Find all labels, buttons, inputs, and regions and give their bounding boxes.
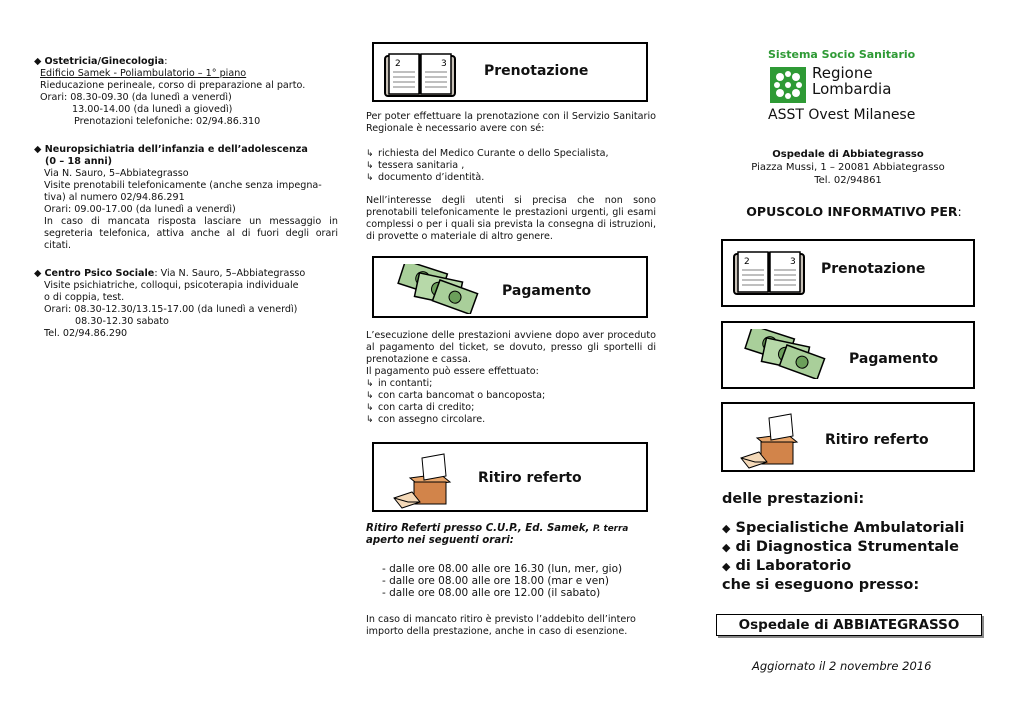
logo-region1: Regione	[812, 64, 873, 82]
neuro-line4: In caso di mancata risposta lasciare un messaggio in segreteria telefonica, attiva anche al di fuori degli orari citati.	[44, 216, 338, 251]
diary-icon	[733, 250, 807, 296]
ritiro-title: Ritiro referto	[478, 470, 582, 486]
ritiro-note: In caso di mancato ritiro è previsto l’addebito dell’intero importo della prestazione, anche in caso di esenzione.	[366, 614, 636, 637]
ritiro-heading-main: Ritiro Referti presso C.U.P., Ed. Samek,	[366, 523, 590, 534]
cover-prenotazione-label: Prenotazione	[821, 261, 926, 277]
prenotazione-item: richiesta del Medico Curante o dello Specialista,	[378, 148, 609, 159]
money-icon	[739, 329, 827, 379]
prenotazione-intro: Per poter effettuare la prenotazione con il Servizio Sanitario Regionale è necessario avere con sé:	[366, 111, 656, 134]
asst-logo	[768, 48, 948, 123]
pagamento-header	[372, 256, 648, 318]
hospital-address: Piazza Mussi, 1 – 20081 Abbiategrasso	[751, 162, 945, 173]
box-icon	[392, 452, 454, 510]
prenotazione-note: Nell’interesse degli utenti si precisa che non sono prenotabili telefonicamente le prestazioni urgenti, gli esami complessi o per i quali sia prevista la consegna di istruzioni, di provette o materiale di altro genere.	[366, 195, 656, 242]
ostetricia-desc: Rieducazione perineale, corso di preparazione al parto.	[40, 80, 306, 91]
hand-arrow-icon: ↳	[366, 415, 374, 425]
pagamento-intro: L’esecuzione delle prestazioni avviene dopo aver proceduto al pagamento del ticket, se dovuto, presso gli sportelli di prenotazione e cassa.	[366, 330, 656, 365]
opuscolo-text: OPUSCOLO INFORMATIVO PER	[746, 204, 958, 219]
presso-text: che si eseguono presso:	[722, 577, 920, 593]
prestazioni-block	[722, 490, 992, 594]
neuro-line1: Visite prenotabili telefonicamente (anche senza impegna-	[44, 180, 322, 191]
psico-title: Centro Psico Sociale	[44, 268, 155, 279]
pagamento-item: con carta di credito;	[378, 402, 475, 413]
ostetricia-title: Ostetricia/Ginecologia	[44, 56, 165, 67]
cover-ritiro-label: Ritiro referto	[825, 432, 929, 448]
pagamento-item: con assegno circolare.	[378, 414, 486, 425]
updated-date: Aggiornato il 2 novembre 2016	[752, 659, 932, 673]
hand-arrow-icon: ↳	[366, 161, 374, 171]
logo-system-text: Sistema Socio Sanitario	[768, 48, 916, 61]
ritiro-hours: - dalle ore 08.00 alle ore 18.00 (mar e ven)	[382, 575, 609, 587]
hand-arrow-icon: ↳	[366, 403, 374, 413]
prenotazione-header	[372, 42, 648, 102]
opuscolo-title	[720, 204, 988, 219]
box-icon	[739, 412, 801, 470]
logo-asst: ASST Ovest Milanese	[768, 107, 916, 123]
ostetricia-colon: :	[164, 56, 168, 67]
bullet-diamond-icon: ◆	[722, 541, 731, 554]
prestazioni-item: di Laboratorio	[735, 558, 852, 574]
section-psico	[34, 268, 338, 340]
hospital-name: Ospedale di Abbiategrasso	[772, 149, 924, 160]
pagamento-intro2: Il pagamento può essere effettuato:	[366, 366, 539, 377]
prestazioni-item: Specialistiche Ambulatoriali	[735, 520, 965, 536]
psico-line4: 08.30-12.30 sabato	[75, 316, 169, 327]
hospital-info	[720, 148, 976, 187]
ritiro-header	[372, 442, 648, 512]
ritiro-heading-tail: aperto nei seguenti orari:	[366, 535, 514, 546]
neuro-title: Neuropsichiatria dell’infanzia e dell’adolescenza	[44, 144, 308, 155]
ritiro-heading-small: P. terra	[592, 524, 629, 534]
psico-line3: Orari: 08.30-12.30/13.15-17.00 (da lunedì a venerdì)	[44, 304, 298, 315]
hospital-tel: Tel. 02/94861	[814, 175, 882, 186]
cover-prenotazione-box	[721, 239, 975, 307]
money-icon	[392, 264, 480, 314]
ritiro-hours: - dalle ore 08.00 alle ore 16.30 (lun, mer, gio)	[382, 563, 623, 575]
psico-address: : Via N. Sauro, 5–Abbiategrasso	[154, 268, 306, 279]
neuro-address: Via N. Sauro, 5–Abbiategrasso	[44, 168, 189, 179]
hand-arrow-icon: ↳	[366, 173, 374, 183]
section-ostetricia	[34, 56, 338, 128]
ritiro-body	[366, 523, 656, 638]
neuro-age: (0 – 18 anni)	[45, 156, 113, 167]
prestazioni-item: di Diagnostica Strumentale	[735, 539, 959, 555]
psico-line2: o di coppia, test.	[44, 292, 125, 303]
logo-region2: Lombardia	[812, 80, 892, 98]
hand-arrow-icon: ↳	[366, 149, 374, 159]
ritiro-hours: - dalle ore 08.00 alle ore 12.00 (il sabato)	[382, 587, 601, 599]
ostetricia-phone: Prenotazioni telefoniche: 02/94.86.310	[74, 116, 261, 127]
prenotazione-body	[366, 111, 656, 243]
pagamento-body	[366, 330, 656, 426]
psico-line5: Tel. 02/94.86.290	[44, 328, 128, 339]
pagamento-item: con carta bancomat o bancoposta;	[378, 390, 546, 401]
hand-arrow-icon: ↳	[366, 391, 374, 401]
pagamento-item: in contanti;	[378, 378, 433, 389]
opuscolo-colon: :	[957, 204, 962, 219]
prenotazione-item: tessera sanitaria ,	[378, 160, 465, 171]
hand-arrow-icon: ↳	[366, 379, 374, 389]
bullet-diamond-icon: ◆	[722, 522, 731, 535]
prenotazione-item: documento d’identità.	[378, 172, 485, 183]
neuro-line3: Orari: 09.00-17.00 (da lunedì a venerdì)	[44, 204, 236, 215]
cover-pagamento-label: Pagamento	[849, 351, 939, 367]
ostetricia-hours1: Orari: 08.30-09.30 (da lunedì a venerdì)	[40, 92, 232, 103]
bullet-diamond-icon: ◆	[34, 268, 42, 279]
lombardia-rose-icon	[770, 67, 806, 103]
delle-prestazioni: delle prestazioni:	[722, 491, 865, 507]
bullet-diamond-icon: ◆	[34, 56, 42, 67]
prenotazione-title: Prenotazione	[484, 63, 589, 79]
cover-pagamento-box	[721, 321, 975, 389]
ostetricia-hours2: 13.00-14.00 (da lunedì a giovedì)	[72, 104, 233, 115]
bullet-diamond-icon: ◆	[34, 144, 42, 155]
section-neuro	[34, 144, 338, 252]
ostetricia-location: Edificio Samek - Poliambulatorio – 1° piano	[40, 68, 247, 79]
diary-icon	[384, 52, 458, 98]
psico-line1: Visite psichiatriche, colloqui, psicoterapia individuale	[44, 280, 299, 291]
pagamento-title: Pagamento	[502, 283, 592, 299]
ospedale-label: Ospedale di ABBIATEGRASSO	[716, 614, 982, 636]
bullet-diamond-icon: ◆	[722, 560, 731, 573]
services-column	[34, 56, 338, 354]
cover-ritiro-box	[721, 402, 975, 472]
neuro-line2: tiva) al numero 02/94.86.291	[44, 192, 185, 203]
